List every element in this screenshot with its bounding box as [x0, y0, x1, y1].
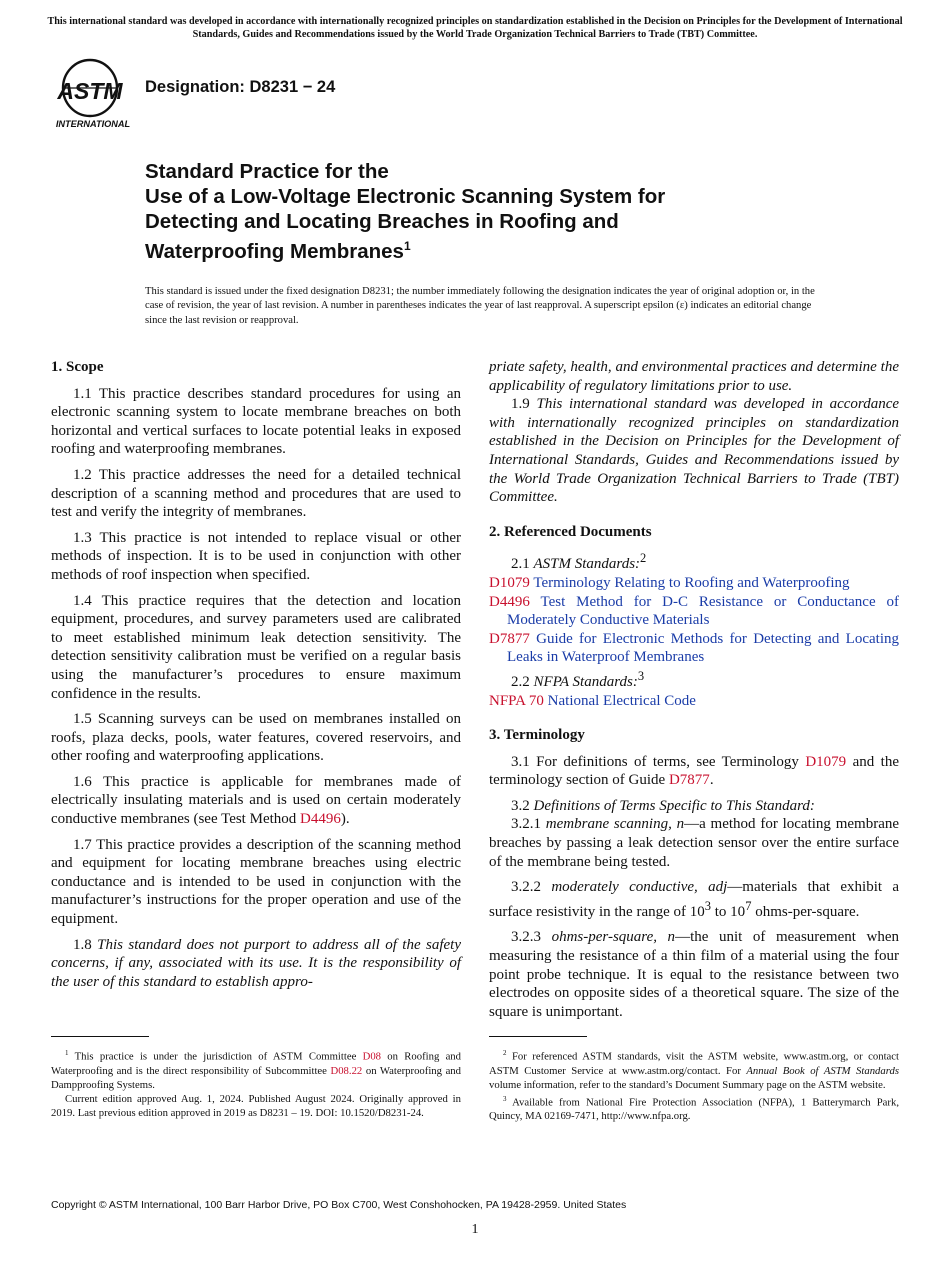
footnotes-right — [489, 1046, 899, 1123]
title-line-1: Standard Practice for the — [145, 160, 389, 183]
paragraph-1-7: 1.7 This practice provides a description of the scanning method and equipment for locating membrane breaches using electric conductance and is intended to be used in conjunction with the manufacturer’s instructions for the proper operation and use of the equipment. — [51, 836, 461, 928]
footnote-rule-left — [51, 1036, 149, 1037]
paragraph-1-9: 1.9 This international standard was developed in accordance with internationally recognized principles on standardization established in the Decision on Principles for the Development of International Standards, Guides and Recommendations issued by the World Trade Organization Technical Barriers to Trade (TBT) Committee. — [489, 396, 900, 506]
footnote-1: $^1$ This practice is under the jurisdiction of ASTM Committee D08 on Roofing and Waterproofing and is the direct responsibility of Subcommittee D08.22 on Waterproofing and Dampproofing Systems. — [51, 1049, 461, 1091]
wto-notice: This international standard was developed in accordance with internationally recognized principles on standardization established in the Decision on Principles for the Development of International Standards, Guides and Recommendations issued by the World Trade Organization Technical Barriers to Trade (TBT) Committee. — [47, 16, 903, 40]
section-referenced-documents-heading: 2. Referenced Documents — [489, 523, 652, 540]
astm-logo — [52, 58, 134, 130]
section-terminology-heading: 3. Terminology — [489, 727, 585, 744]
paragraph-2-2: 2.2 NFPA Standards:$^3$ — [511, 668, 645, 690]
copyright: Copyright © ASTM International, 100 Barr Harbor Drive, PO Box C700, West Conshohocken, PA 19428-2959. United States — [51, 1199, 627, 1211]
link-committee-d08[interactable]: D08 — [362, 1050, 382, 1063]
link-d1079[interactable]: D1079 — [805, 753, 847, 770]
title-footnote-mark: 1 — [403, 239, 411, 253]
footnote-3: $^3$ Available from National Fire Protection Association (NFPA), 1 Batterymarch Park, Quincy, MA 02169-7471, http://www.nfpa.org. — [489, 1094, 899, 1123]
section-scope-heading: 1. Scope — [51, 359, 104, 375]
paragraph-3-2-1: 3.2.1 membrane scanning, n—a method for locating membrane breaches by passing a leak detection sensor over the entire surface of the membrane being tested. — [489, 816, 900, 870]
reference-nfpa-70[interactable]: NFPA 70 National Electrical Code — [489, 692, 696, 709]
reference-d7877[interactable]: D7877 Guide for Electronic Methods for Detecting and Locating Leaks in Waterproof Membranes — [489, 630, 899, 666]
designation: Designation: D8231 − 24 — [145, 78, 336, 96]
paragraph-1-1: 1.1 This practice describes standard procedures for using an electronic scanning system to locate membrane breaches on both horizontal and vertical surfaces to locate potential leaks in exposed roofing and waterproofing membranes. — [51, 385, 461, 458]
paragraph-1-8: 1.8 This standard does not purport to address all of the safety concerns, if any, associated with its use. It is the responsibility of the user of this standard to establish appro- — [51, 936, 462, 990]
paragraph-3-2-2: 3.2.2 moderately conductive, adj—materials that exhibit a surface resistivity in the range of $10^3$ to $10^7$ ohms-per-square. — [489, 879, 899, 920]
reference-d4496[interactable]: D4496 Test Method for D-C Resistance or Conductance of Moderately Conductive Materials — [489, 593, 900, 629]
document-title — [145, 159, 845, 264]
right-column — [489, 358, 899, 1021]
footnotes-left — [51, 1046, 461, 1120]
link-d7877[interactable]: D7877 — [668, 772, 710, 789]
paragraph-3-1: 3.1 For definitions of terms, see Terminology D1079 and the terminology section of Guide D7877. — [489, 753, 899, 789]
paragraph-3-2: 3.2 Definitions of Terms Specific to This Standard: — [511, 797, 815, 814]
footnote-rule-right — [489, 1036, 587, 1037]
link-d4496[interactable]: D4496 — [300, 811, 341, 828]
paragraph-1-3: 1.3 This practice is not intended to replace visual or other methods of inspection. It is to be used in conjunction with other methods of roof inspection when specified. — [51, 529, 461, 583]
issued-note: This standard is issued under the fixed designation D8231; the number immediately following the designation indicates the year of original adoption or, in the case of revision, the year of last revision. A number in parentheses indicates the year of last reapproval. A superscript epsilon (ε) indicates an editorial change since the last revision or reapproval. — [145, 286, 815, 326]
title-line-4: Waterproofing Membranes$^1$ — [145, 239, 411, 263]
paragraph-1-6: 1.6 This practice is applicable for membranes made of electrically insulating materials and is used on certain moderately conductive membranes (see Test Method D4496). — [51, 773, 461, 828]
page-number: 1 — [471, 1222, 479, 1237]
paragraph-1-5: 1.5 Scanning surveys can be used on membranes installed on roofs, plaza decks, pools, water features, covered reservoirs, and other roofing and waterproofing applications. — [51, 711, 461, 765]
title-line-3: Detecting and Locating Breaches in Roofing and — [145, 210, 619, 233]
left-column — [51, 358, 461, 991]
astm-logo-word: INTERNATIONAL — [55, 119, 131, 129]
title-line-2: Use of a Low-Voltage Electronic Scanning System for — [145, 185, 666, 208]
paragraph-3-2-3: 3.2.3 ohms-per-square, n—the unit of measurement when measuring the resistance of a thin film of a material using the four point probe technique. It is equal to the resistance between two electrodes on opposite sides of a theoretical square. The size of the square is unimportant. — [489, 929, 899, 1020]
paragraph-1-2: 1.2 This practice addresses the need for a detailed technical description of a scanning method and procedures that are used to test and verify the integrity of membranes. — [51, 466, 461, 521]
paragraph-2-1: 2.1 ASTM Standards:$^2$ — [511, 551, 647, 573]
reference-d1079[interactable]: D1079 Terminology Relating to Roofing and Waterproofing — [489, 574, 850, 591]
paragraph-1-8-continued: priate safety, health, and environmental practices and determine the applicability of regulatory limitations prior to use. — [489, 359, 899, 394]
footnote-2: $^2$ For referenced ASTM standards, visit the ASTM website, www.astm.org, or contact ASTM Customer Service at www.astm.org/contact. For Annual Book of ASTM Standards volume information, refer to the standard’s Document Summary page on the ASTM website. — [489, 1049, 900, 1091]
footnote-1-edition: Current edition approved Aug. 1, 2024. Published August 2024. Originally approved in 2019. Last previous edition approved in 2019 as D8231 – 19. DOI: 10.1520/D8231-24. — [51, 1092, 461, 1119]
astm-logo-letters: ASTM — [57, 78, 123, 104]
paragraph-1-4: 1.4 This practice requires that the detection and location equipment, procedures, and survey parameters used are calibrated to meet established minimum leak detection sensitivity. The detection sensitivity calibration must be verified on a regular basis using the manufacturer’s procedures to ensure maximum confidence in the results. — [51, 592, 461, 702]
link-subcommittee-d08-22[interactable]: D08.22 — [330, 1064, 363, 1077]
